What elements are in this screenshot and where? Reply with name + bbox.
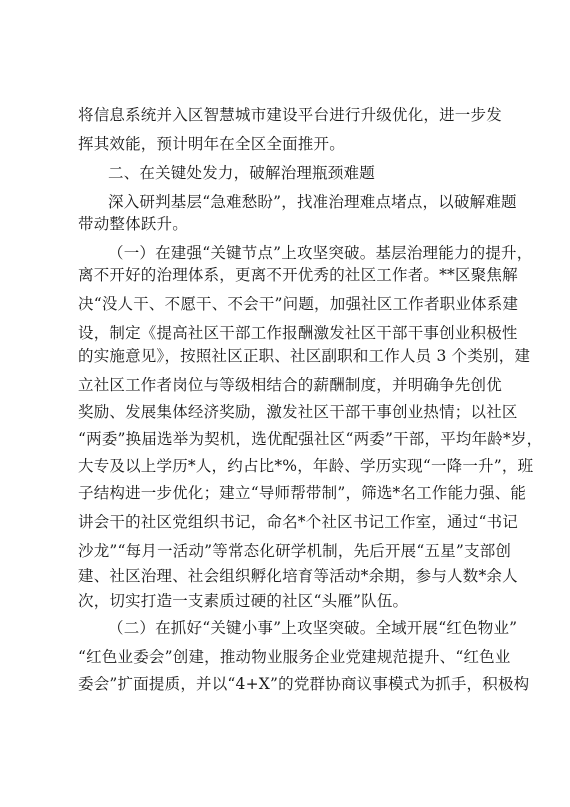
- text-line: 建、社区治理、社会组织孵化培育等活动*余期，参与人数*余人: [78, 567, 518, 585]
- text-line: 奖励、发展集体经济奖励，激发社区干部干事创业热情；以社区: [78, 403, 518, 421]
- text-line: 大专及以上学历*人，约占比*%，年龄、学历实现“一降一升”，班: [78, 457, 534, 475]
- text-line: “红色业委会”创建，推动物业服务企业党建规范提升、“红色业: [78, 648, 511, 666]
- text-line: 将信息系统并入区智慧城市建设平台进行升级优化，进一步发: [78, 106, 502, 124]
- text-line: 深入研判基层“急难愁盼”，找准治理难点堵点，以破解难题: [108, 193, 517, 211]
- text-line: 挥其效能，预计明年在全区全面推开。: [78, 135, 345, 153]
- text-line: 委会”扩面提质，并以“4+X”的党群协商议事模式为抓手，积极构: [78, 675, 530, 693]
- section-heading: 二、在关键处发力，破解治理瓶颈难题: [108, 164, 375, 182]
- subsection-heading: （二）在抓好“关键小事”上攻坚突破。全域开展“红色物业”: [108, 619, 518, 637]
- text-line: 次，切实打造一支素质过硬的社区“头雁”队伍。: [78, 592, 409, 610]
- subsection-heading: （一）在建强“关键节点”上攻坚突破。基层治理能力的提升，: [108, 244, 533, 262]
- text-line: 子结构进一步优化；建立“导师帮带制”，筛选*名工作能力强、能: [78, 484, 527, 502]
- text-line: 带动整体跃升。: [78, 215, 188, 233]
- text-line: 沙龙”“每月一活动”等常态化研学机制，先后开展“五星”支部创: [78, 542, 512, 560]
- text-line: “两委”换届选举为契机，选优配强社区“两委”干部，平均年龄*岁，: [78, 430, 543, 448]
- text-line: 离不开好的治理体系，更离不开优秀的社区工作者。**区聚焦解: [78, 266, 518, 284]
- text-line: 讲会干的社区党组织书记，命名*个社区书记工作室，通过“书记: [78, 513, 518, 531]
- text-line: 决“没人干、不愿干、不会干”问题，加强社区工作者职业体系建: [78, 295, 519, 313]
- text-line: 设，制定《提高社区干部工作报酬激发社区干部干事创业积极性: [78, 324, 518, 342]
- text-line: 立社区工作者岗位与等级相结合的薪酬制度，并明确争先创优: [78, 376, 502, 394]
- text-line: 的实施意见》，按照社区正职、社区副职和工作人员 3 个类别，建: [78, 347, 531, 365]
